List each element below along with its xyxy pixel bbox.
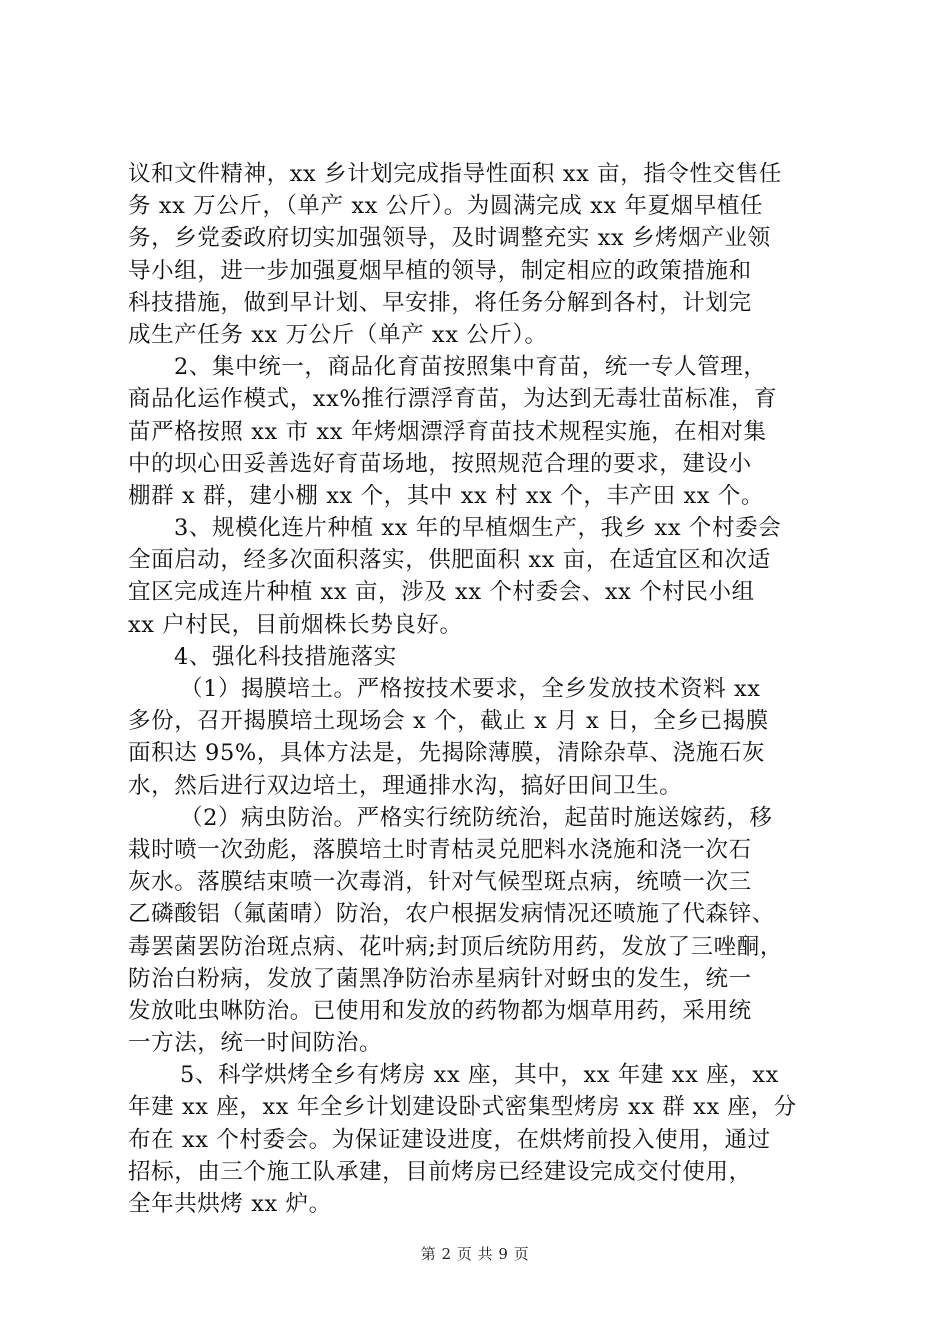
text-line: 导小组，进一步加强夏烟早植的领导，制定相应的政策措施和 (128, 257, 752, 284)
text-line: 成生产任务 xx 万公斤（单产 xx 公斤）。 (128, 321, 548, 348)
text-line: 灰水。落膜结束喷一次毒消，针对气候型斑点病，统喷一次三 (128, 869, 752, 896)
text-line: 3、规模化连片种植 xx 年的早植烟生产，我乡 xx 个村委会 (174, 515, 782, 542)
text-line: 全面启动，经多次面积落实，供肥面积 xx 亩，在适宜区和次适 (128, 547, 771, 574)
text-line: 防治白粉病，发放了菌黑净防治赤星病针对蚜虫的发生，统一 (128, 965, 752, 992)
text-line: 2、集中统一，商品化育苗按照集中育苗，统一专人管理， (174, 354, 767, 381)
text-line: 布在 xx 个村委会。为保证建设进度，在烘烤前投入使用，通过 (128, 1126, 771, 1153)
text-line: 务，乡党委政府切实加强领导，及时调整充实 xx 乡烤烟产业领 (128, 225, 771, 252)
text-line: 4、强化科技措施落实 (174, 643, 397, 670)
page-footer (0, 1243, 950, 1264)
paragraph-item-3 (128, 512, 840, 641)
text-line: 科技措施，做到早计划、早安排，将任务分解到各村，计划完 (128, 289, 752, 316)
paragraph-item-4-2 (128, 802, 840, 1060)
text-line: 议和文件精神，xx 乡计划完成指导性面积 xx 亩，指令性交售任 (128, 161, 782, 187)
document-body (128, 158, 840, 1220)
paragraph-item-2 (128, 351, 840, 512)
text-line: 招标，由三个施工队承建，目前烤房已经建设完成交付使用， (128, 1158, 752, 1185)
paragraph-item-5 (128, 1059, 840, 1220)
text-line: （1）揭膜培土。严格按技术要求，全乡发放技术资料 xx (180, 676, 761, 702)
text-line: 5、科学烘烤全乡有烤房 xx 座，其中，xx 年建 xx 座，xx (180, 1062, 779, 1089)
paragraph-item-4 (128, 641, 840, 673)
text-line: 商品化运作模式，xx%推行漂浮育苗，为达到无毒壮苗标准，育 (128, 386, 778, 413)
text-line: 栽时喷一次劲彪，落膜培土时青枯灵兑肥料水浇施和浇一次石 (128, 836, 752, 863)
text-line: 发放吡虫啉防治。已使用和发放的药物都为烟草用药，采用统 (128, 997, 752, 1024)
paragraph-item-4-1 (128, 673, 840, 802)
paragraph-continuation (128, 158, 840, 351)
text-line: 务 xx 万公斤，（单产 xx 公斤）。为圆满完成 xx 年夏烟早植任 (128, 193, 764, 220)
text-line: 水，然后进行双边培土，理通排水沟，搞好田间卫生。 (128, 772, 683, 799)
text-line: 面积达 95%，具体方法是，先揭除薄膜，清除杂草、浇施石灰 (128, 740, 766, 767)
text-line: 棚群 x 群，建小棚 xx 个，其中 xx 村 xx 个，丰产田 xx 个。 (128, 482, 765, 509)
text-line: 苗严格按照 xx 市 xx 年烤烟漂浮育苗技术规程实施，在相对集 (128, 418, 767, 445)
text-line: 年建 xx 座，xx 年全乡计划建设卧式密集型烤房 xx 群 xx 座，分 (128, 1094, 797, 1121)
text-line: 全年共烘烤 xx 炉。 (128, 1191, 332, 1217)
text-line: 中的坝心田妥善选好育苗场地，按照规范合理的要求，建设小 (128, 450, 752, 477)
page-number-label: 第 2 页 共 9 页 (420, 1245, 530, 1263)
text-line: 一方法，统一时间防治。 (128, 1030, 383, 1057)
text-line: （2）病虫防治。严格实行统防统治，起苗时施送嫁药，移 (180, 804, 773, 831)
text-line: 毒罢菌罢防治斑点病、花叶病;封顶后统防用药，发放了三唑酮， (128, 933, 783, 960)
text-line: xx 户村民，目前烟株长势良好。 (128, 611, 463, 638)
text-line: 多份，召开揭膜培土现场会 x 个，截止 x 月 x 日，全乡已揭膜 (128, 708, 769, 735)
text-line: 乙磷酸铝（氟菌晴）防治，农户根据发病情况还喷施了代森锌、 (128, 901, 775, 928)
text-line: 宜区完成连片种植 xx 亩，涉及 xx 个村委会、xx 个村民小组 (128, 579, 755, 606)
